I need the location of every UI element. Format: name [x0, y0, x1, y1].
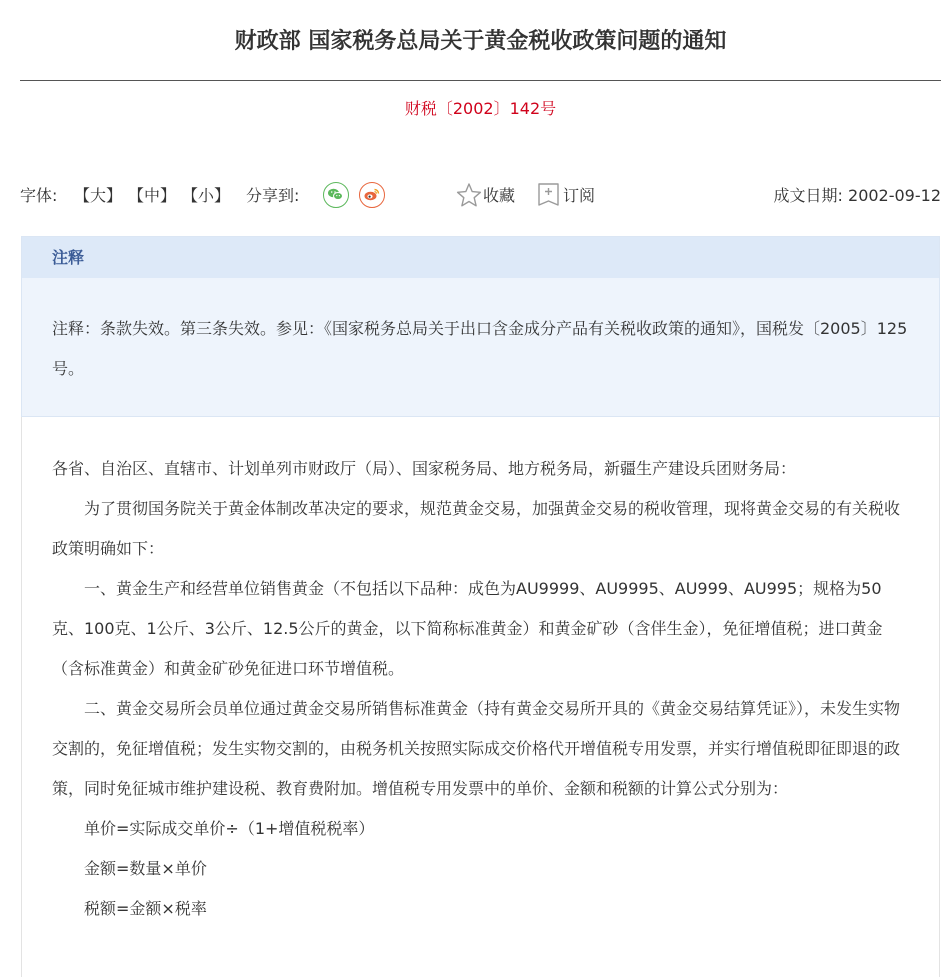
favorite-button[interactable]: 收藏	[483, 186, 516, 205]
note-text: 注释：条款失效。第三条失效。参见：《国家税务总局关于出口含金成分产品有关税收政策的通知》，国税发〔2005〕125号。	[52, 319, 908, 378]
font-size-small-button[interactable]: 【小】	[182, 186, 231, 205]
page-title: 财政部 国家税务总局关于黄金税收政策问题的通知	[234, 29, 727, 54]
addressee-paragraph: 各省、自治区、直辖市、计划单列市财政厅（局）、国家税务局、地方税务局，新疆生产建设兵团财务局：	[52, 459, 797, 478]
intro-paragraph: 为了贯彻国务院关于黄金体制改革决定的要求，规范黄金交易，加强黄金交易的税收管理，现将黄金交易的有关税收政策明确如下：	[52, 499, 901, 558]
title-divider	[20, 80, 941, 81]
formula-tax: 税额=金额×税率	[84, 899, 207, 918]
formula-amount: 金额=数量×单价	[84, 859, 207, 878]
clause-one-paragraph: 一、黄金生产和经营单位销售黄金（不包括以下品种：成色为AU9999、AU9995、AU999、AU995；规格为50克、100克、1公斤、3公斤、12.5公斤的黄金，以下简称标准黄金）和黄金矿砂（含伴生金），免征增值税；进口黄金（含标准黄金）和黄金矿砂免征进口环节增值税。	[52, 579, 883, 678]
share-label: 分享到:	[246, 186, 300, 205]
issue-date: 成文日期: 2002-09-12	[773, 186, 941, 205]
article-body	[21, 417, 940, 977]
note-header: 注释	[22, 237, 939, 278]
wechat-icon[interactable]	[323, 182, 349, 208]
clause-two-paragraph: 二、黄金交易所会员单位通过黄金交易所销售标准黄金（持有黄金交易所开具的《黄金交易结算凭证》），未发生实物交割的，免征增值税；发生实物交割的，由税务机关按照实际成交价格代开增值税专用发票，并实行增值税即征即退的政策，同时免征城市维护建设税、教育费附加。增值税专用发票中的单价、金额和税额的计算公式分别为：	[52, 699, 901, 798]
subscribe-button[interactable]: 订阅	[563, 186, 596, 205]
subscribe-icon[interactable]	[536, 182, 562, 220]
document-number: 财税〔2002〕142号	[404, 99, 557, 118]
star-icon[interactable]	[456, 182, 482, 220]
weibo-icon[interactable]	[359, 182, 385, 208]
font-size-label: 字体:	[20, 186, 58, 205]
font-size-medium-button[interactable]: 【中】	[128, 186, 177, 205]
article-text	[52, 449, 902, 929]
article-toolbar	[20, 179, 941, 213]
formula-unit-price: 单价=实际成交单价÷（1+增值税税率）	[84, 819, 375, 838]
font-size-large-button[interactable]: 【大】	[74, 186, 123, 205]
note-panel	[21, 236, 940, 417]
